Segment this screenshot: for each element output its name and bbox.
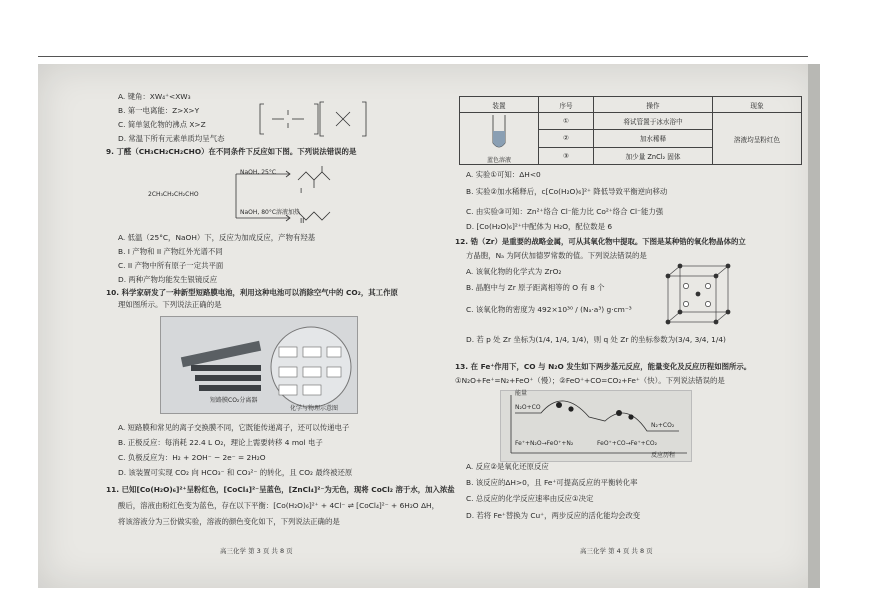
table-header-no: 序号 — [539, 97, 594, 113]
q8-option-a: A. 键角：XW₄⁺<XW₃ — [118, 92, 191, 101]
table-cell-op: 将试管置于冰水浴中 — [594, 113, 713, 130]
q13-option-b: B. 该反应的ΔH>0，且 Fe⁺可提高反应的平衡转化率 — [466, 478, 638, 487]
table-device-cell — [460, 113, 539, 165]
q13-stem-line2: ①N₂O+Fe⁺=N₂+FeO⁺（慢）；②FeO⁺+CO=CO₂+Fe⁺（快）。下列说法错误的是 — [455, 376, 725, 385]
q10-battery-figure — [160, 316, 358, 414]
q9-reactant: 2CH₃CH₂CH₂CHO — [148, 191, 199, 198]
q13-energy-diagram — [500, 390, 692, 462]
q13-ylabel: 能量 — [515, 390, 528, 397]
q11-option-d: D. [Co(H₂O)₆]²⁺中配体为 H₂O，配位数是 6 — [466, 222, 613, 231]
q11-stem-line2: 酸后，溶液由粉红色变为蓝色，存在以下平衡：[Co(H₂O)₆]²⁺ + 4Cl⁻ ⇌ [CoCl₄]²⁻ + 6H₂O ΔH， — [118, 501, 439, 510]
q10-caption-1: 短路膜CO₂分离器 — [210, 397, 258, 404]
q11-option-b: B. 实验②加水稀释后，c[Co(H₂O)₆]²⁺ 降低导致平衡逆向移动 — [466, 187, 668, 196]
q13-option-c: C. 总反应的化学反应速率由反应①决定 — [466, 494, 594, 503]
q12-option-c: C. 该氧化物的密度为 492×10³⁰ / (Nₐ·a³) g·cm⁻³ — [466, 305, 632, 314]
table-header-device: 装置 — [460, 97, 539, 113]
q8-structure-figure — [258, 98, 368, 140]
test-tube-icon — [479, 113, 519, 153]
q9-product-label-2: II — [300, 216, 305, 225]
top-rule — [38, 56, 808, 57]
left-page-footer: 高三化学 第 3 页 共 8 页 — [220, 547, 293, 555]
q13-stem-line1: 13. 在 Fe⁺作用下，CO 与 N₂O 发生如下两步基元反应，能量变化及反应历程如图所示。 — [455, 362, 752, 371]
q10-option-c: C. 负极反应为：H₂ + 2OH⁻ − 2e⁻ = 2H₂O — [118, 453, 266, 462]
q10-option-d: D. 该装置可实现 CO₂ 向 HCO₃⁻ 和 CO₃²⁻ 的转化，且 CO₂ 最终被还原 — [118, 468, 353, 477]
table-row — [460, 113, 802, 130]
q12-option-a: A. 该氧化物的化学式为 ZrO₂ — [466, 267, 562, 276]
q13-label-step2: FeO⁺+CO→Fe⁺+CO₂ — [597, 440, 657, 447]
q13-label-products: N₂+CO₂ — [651, 422, 675, 429]
q11-stem-line1: 11. 已知[Co(H₂O)₆]²⁺呈粉红色，[CoCl₄]²⁻呈蓝色，[ZnCl₄]²⁻为无色，现将 CoCl₂ 溶于水，加入浓盐 — [106, 485, 455, 494]
q10-option-b: B. 正极反应：每消耗 22.4 L O₂，理论上需要转移 4 mol 电子 — [118, 438, 323, 447]
q10-option-a: A. 短路膜和常见的离子交换膜不同，它既能传递离子，还可以传递电子 — [118, 423, 350, 432]
q9-product-label-1: I — [300, 186, 303, 195]
test-tube-label: 蓝色溶液 — [486, 157, 511, 164]
q9-condition-1: NaOH, 25°C — [240, 169, 277, 176]
q12-stem-line2: 方晶胞，Nₐ 为阿伏加德罗常数的值。下列说法错误的是 — [466, 251, 647, 260]
q10-stem-line1: 10. 科学家研发了一种新型短路膜电池，利用这种电池可以消除空气中的 CO₂，其工作原 — [106, 288, 398, 297]
q8-option-d: D. 常温下所有元素单质均呈气态 — [118, 134, 225, 143]
q13-option-d: D. 若将 Fe⁺替换为 Cu⁺，两步反应的活化能均会改变 — [466, 511, 641, 520]
q8-option-c: C. 简单氢化物的沸点 X>Z — [118, 120, 206, 129]
q12-crystal-cell-figure — [660, 262, 736, 326]
q8-option-b: B. 第一电离能：Z>X>Y — [118, 106, 200, 115]
q9-option-a: A. 低温（25°C，NaOH）下，反应为加成反应，产物有羟基 — [118, 233, 316, 242]
q13-option-a: A. 反应②是氧化还原反应 — [466, 462, 549, 471]
q9-condition-2: NaOH, 80°C溶液加热 — [240, 209, 301, 216]
q12-option-b: B. 晶胞中与 Zr 原子距离相等的 O 有 8 个 — [466, 283, 605, 292]
q11-stem-line3: 将该溶液分为三份做实验，溶液的颜色变化如下，下列说法正确的是 — [118, 517, 340, 526]
q13-label-reactants: N₂O+CO — [515, 404, 541, 411]
q9-option-b: B. I 产物和 II 产物红外光谱不同 — [118, 247, 223, 256]
paper-edge — [808, 64, 820, 588]
q11-experiment-table — [459, 96, 802, 165]
q9-option-d: D. 两种产物均能发生银镜反应 — [118, 275, 218, 284]
table-header-operation: 操作 — [594, 97, 713, 113]
q9-option-c: C. II 产物中所有原子一定共平面 — [118, 261, 224, 270]
q10-caption-2: 化学与物理示意图 — [290, 405, 339, 412]
q13-xlabel: 反应历程 — [651, 452, 676, 459]
table-cell-op: 加少量 ZnCl₂ 固体 — [594, 147, 713, 164]
table-phenomenon-cell: 溶液均呈粉红色 — [713, 113, 802, 165]
q13-label-step1: Fe⁺+N₂O→FeO⁺+N₂ — [515, 440, 574, 447]
right-page-footer: 高三化学 第 4 页 共 8 页 — [580, 547, 653, 555]
table-header-phenomenon: 现象 — [713, 97, 802, 113]
q11-option-c: C. 由实验③可知：Zn²⁺络合 Cl⁻能力比 Co²⁺络合 Cl⁻能力强 — [466, 207, 664, 216]
q12-stem-line1: 12. 锆（Zr）是重要的战略金属，可从其氧化物中提取。下图是某种锆的氧化物晶体的立 — [455, 237, 746, 246]
q11-option-a: A. 实验①可知：ΔH<0 — [466, 170, 541, 179]
table-cell-no: ③ — [539, 147, 594, 164]
q9-stem: 9. 丁醛（CH₃CH₂CH₂CHO）在不同条件下反应如下图。下列说法错误的是 — [106, 147, 357, 156]
q10-stem-line2: 理如图所示。下列说法正确的是 — [118, 300, 222, 309]
table-cell-no: ② — [539, 130, 594, 147]
table-cell-op: 加水稀释 — [594, 130, 713, 147]
q12-option-d: D. 若 p 处 Zr 坐标为(1/4, 1/4, 1/4)，则 q 处 Zr 的坐标参数为(3/4, 3/4, 1/4) — [466, 335, 726, 344]
table-cell-no: ① — [539, 113, 594, 130]
